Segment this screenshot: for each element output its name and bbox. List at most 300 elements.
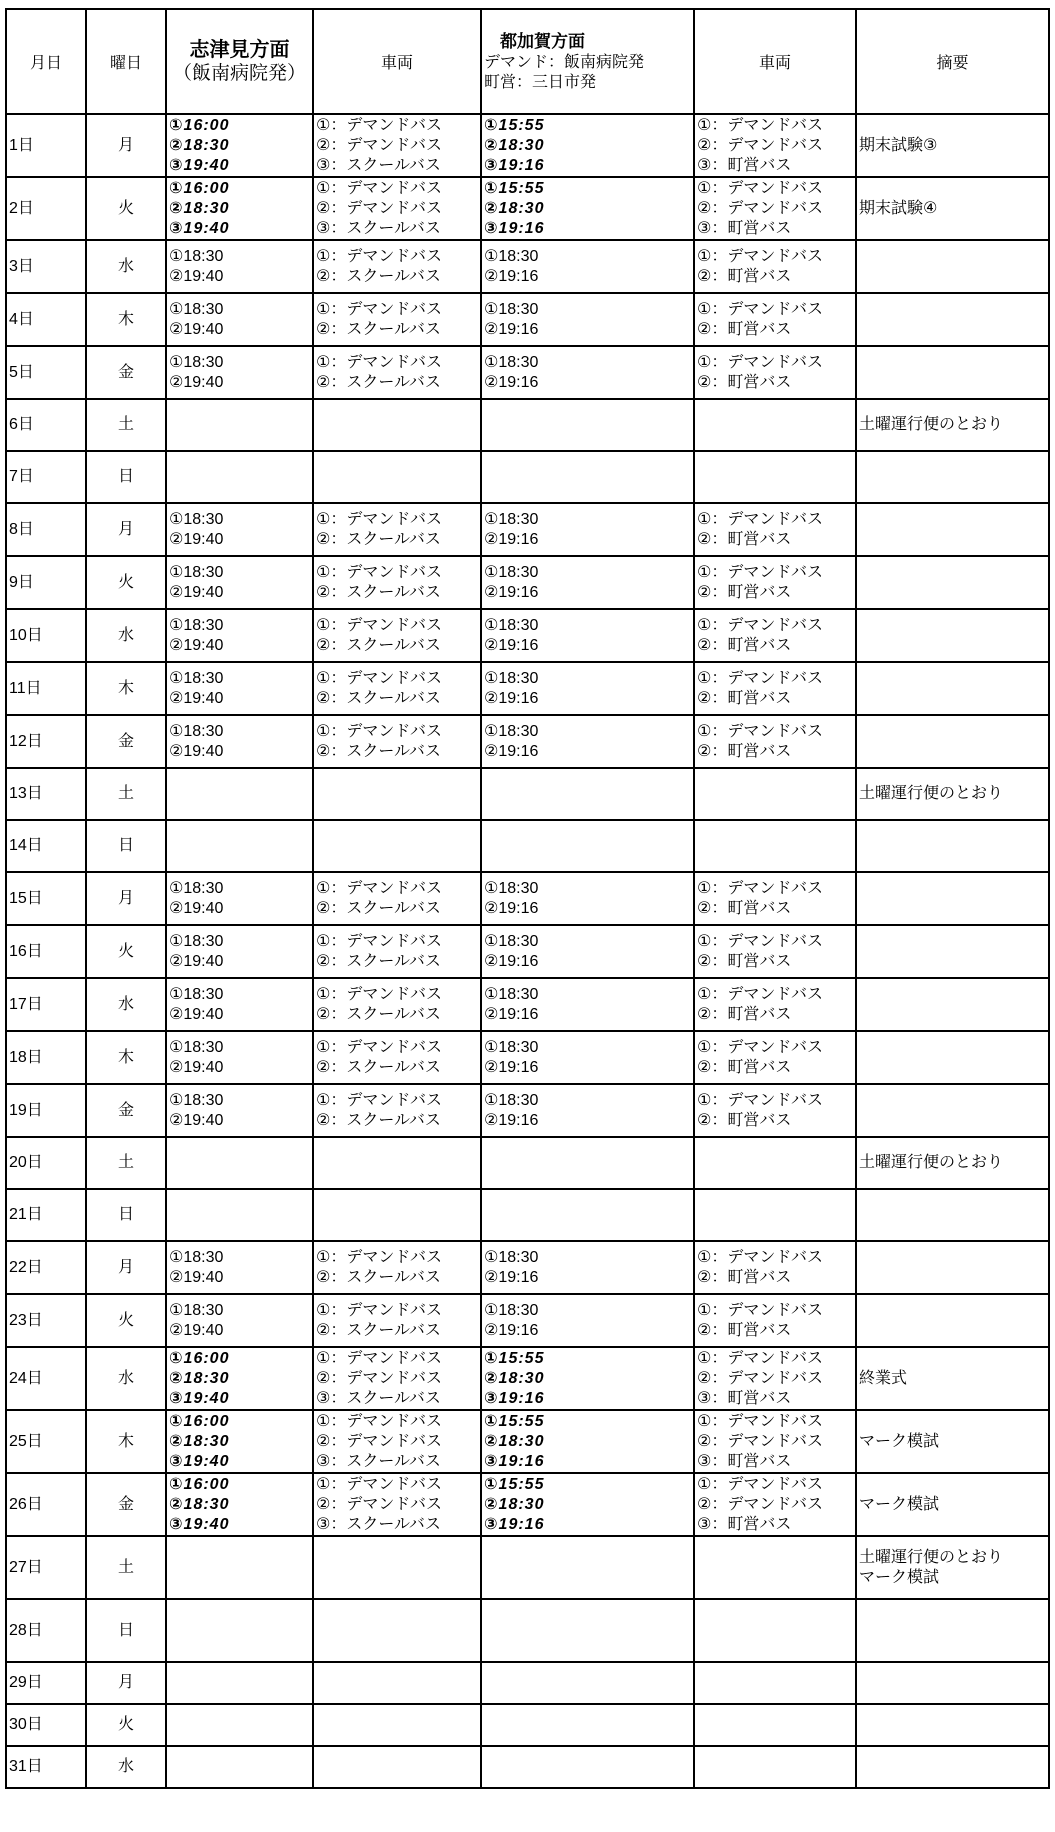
note-cell [856, 1662, 1049, 1704]
shizumi-time-cell-line: ①18:30 [169, 669, 224, 687]
table-row [6, 1189, 1049, 1241]
note-cell [856, 1347, 1049, 1410]
tsuga-time-cell-line: ②18:30 [484, 1369, 545, 1387]
table-row [6, 1599, 1049, 1662]
shizumi-time-cell-line: ①18:30 [169, 563, 224, 581]
tsuga-vehicle-cell-line: ③：町営バス [697, 1515, 792, 1533]
tsuga-time-cell-line: ①18:30 [484, 1248, 539, 1266]
table-row [6, 503, 1049, 556]
note-cell [856, 1189, 1049, 1241]
shizumi-vehicle-cell-line: ②：スクールバス [316, 1321, 441, 1339]
tsuga-vehicle-cell-line: ①：デマンドバス [697, 1349, 824, 1367]
tsuga-time-cell [481, 1599, 694, 1662]
shizumi-time-cell-line: ②19:40 [169, 952, 224, 970]
tsuga-vehicle-cell [694, 1662, 856, 1704]
tsuga-vehicle-cell-line: ①：デマンドバス [697, 247, 824, 265]
day-of-week-cell: 火 [86, 1294, 166, 1347]
shizumi-vehicle-cell [313, 1294, 481, 1347]
shizumi-vehicle-cell-line: ②：デマンドバス [316, 1432, 443, 1450]
shizumi-time-cell-line: ②18:30 [169, 199, 230, 217]
shizumi-time-cell [166, 556, 313, 609]
note-cell [856, 662, 1049, 715]
tsuga-time-cell [481, 1137, 694, 1189]
table-row [6, 609, 1049, 662]
day-of-week-cell: 日 [86, 1599, 166, 1662]
tsuga-time-cell [481, 1294, 694, 1347]
tsuga-vehicle-cell [694, 1031, 856, 1084]
shizumi-vehicle-cell [313, 978, 481, 1031]
tsuga-time-cell [481, 1536, 694, 1599]
shizumi-vehicle-cell-line: ①：デマンドバス [316, 932, 443, 950]
schedule-body [6, 114, 1049, 1788]
shizumi-time-cell-line: ①16:00 [169, 1349, 230, 1367]
note-cell [856, 1410, 1049, 1473]
tsuga-time-cell-line: ②19:16 [484, 373, 539, 391]
tsuga-time-cell-line: ②18:30 [484, 1432, 545, 1450]
note-cell-line: 土曜運行便のとおり [859, 785, 1004, 802]
table-row [6, 1241, 1049, 1294]
note-cell [856, 293, 1049, 346]
tsuga-time-cell-line: ①15:55 [484, 116, 545, 134]
note-cell [856, 1031, 1049, 1084]
date-cell: 26日 [6, 1473, 86, 1536]
shizumi-time-cell [166, 609, 313, 662]
tsuga-time-cell-line: ①18:30 [484, 1301, 539, 1319]
shizumi-vehicle-cell-line: ①：デマンドバス [316, 1038, 443, 1056]
day-of-week-cell: 木 [86, 293, 166, 346]
tsuga-vehicle-cell [694, 662, 856, 715]
shizumi-time-cell-line: ①18:30 [169, 1248, 224, 1266]
tsuga-vehicle-cell-line: ③：町営バス [697, 219, 792, 237]
shizumi-vehicle-cell [313, 1536, 481, 1599]
day-of-week-cell: 土 [86, 768, 166, 820]
bus-schedule-table [5, 8, 1050, 1789]
header-tsuga-direction [481, 9, 694, 114]
shizumi-vehicle-cell-line: ②：スクールバス [316, 267, 441, 285]
tsuga-vehicle-cell [694, 114, 856, 177]
tsuga-vehicle-cell-line: ①：デマンドバス [697, 300, 824, 318]
day-of-week-cell: 月 [86, 503, 166, 556]
note-cell [856, 1599, 1049, 1662]
shizumi-time-cell-line: ①18:30 [169, 247, 224, 265]
tsuga-vehicle-cell [694, 820, 856, 872]
tsuga-time-cell-line: ①18:30 [484, 616, 539, 634]
shizumi-vehicle-cell [313, 1031, 481, 1084]
tsuga-time-cell-line: ①18:30 [484, 722, 539, 740]
day-of-week-cell: 木 [86, 1031, 166, 1084]
tsuga-vehicle-cell-line: ②：町営バス [697, 1005, 792, 1023]
shizumi-vehicle-cell-line: ②：スクールバス [316, 636, 441, 654]
shizumi-time-cell [166, 114, 313, 177]
shizumi-time-cell-line: ①18:30 [169, 1038, 224, 1056]
tsuga-time-cell [481, 114, 694, 177]
tsuga-vehicle-cell-line: ②：町営バス [697, 899, 792, 917]
day-of-week-cell: 金 [86, 1473, 166, 1536]
tsuga-time-cell [481, 1410, 694, 1473]
header-day-of-week: 曜日 [86, 9, 166, 114]
shizumi-vehicle-cell [313, 1241, 481, 1294]
shizumi-vehicle-cell-line: ②：スクールバス [316, 899, 441, 917]
tsuga-time-cell [481, 1241, 694, 1294]
tsuga-vehicle-cell-line: ①：デマンドバス [697, 1475, 824, 1493]
date-cell: 15日 [6, 872, 86, 925]
tsuga-time-cell-line: ②19:16 [484, 742, 539, 760]
tsuga-vehicle-cell-line: ①：デマンドバス [697, 879, 824, 897]
tsuga-vehicle-cell [694, 1746, 856, 1788]
date-cell: 8日 [6, 503, 86, 556]
day-of-week-cell: 日 [86, 820, 166, 872]
date-cell: 11日 [6, 662, 86, 715]
tsuga-vehicle-cell-line: ②：町営バス [697, 373, 792, 391]
header-vehicle-2: 車両 [694, 9, 856, 114]
tsuga-vehicle-cell-line: ②：町営バス [697, 530, 792, 548]
tsuga-vehicle-cell-line: ②：町営バス [697, 1268, 792, 1286]
tsuga-time-cell [481, 556, 694, 609]
tsuga-vehicle-cell-line: ①：デマンドバス [697, 722, 824, 740]
shizumi-vehicle-cell-line: ①：デマンドバス [316, 722, 443, 740]
shizumi-time-cell-line: ②18:30 [169, 1495, 230, 1513]
tsuga-time-cell [481, 1189, 694, 1241]
tsuga-time-cell [481, 1473, 694, 1536]
shizumi-time-cell [166, 503, 313, 556]
date-cell: 20日 [6, 1137, 86, 1189]
note-cell [856, 1746, 1049, 1788]
shizumi-vehicle-cell-line: ③：スクールバス [316, 156, 441, 174]
shizumi-time-cell-line: ②19:40 [169, 373, 224, 391]
shizumi-vehicle-cell-line: ②：デマンドバス [316, 1495, 443, 1513]
table-row [6, 1294, 1049, 1347]
shizumi-time-cell [166, 1347, 313, 1410]
shizumi-vehicle-cell-line: ①：デマンドバス [316, 247, 443, 265]
tsuga-vehicle-cell-line: ②：町営バス [697, 1111, 792, 1129]
header-shizumi-direction [166, 9, 313, 114]
shizumi-time-cell-line: ③19:40 [169, 156, 230, 174]
shizumi-vehicle-cell-line: ①：デマンドバス [316, 985, 443, 1003]
tsuga-time-cell [481, 1031, 694, 1084]
tsuga-vehicle-cell [694, 1294, 856, 1347]
header-note: 摘要 [856, 9, 1049, 114]
shizumi-vehicle-cell-line: ②：デマンドバス [316, 1369, 443, 1387]
day-of-week-cell: 火 [86, 1704, 166, 1746]
tsuga-vehicle-cell [694, 1189, 856, 1241]
header-tsuga-sub-town: 町営：三日市発 [484, 73, 597, 91]
date-cell: 28日 [6, 1599, 86, 1662]
shizumi-vehicle-cell [313, 662, 481, 715]
shizumi-time-cell [166, 1746, 313, 1788]
header-tsuga-sub-demand: デマンド：飯南病院発 [484, 53, 645, 71]
day-of-week-cell: 月 [86, 1662, 166, 1704]
shizumi-time-cell-line: ①18:30 [169, 510, 224, 528]
shizumi-time-cell [166, 1294, 313, 1347]
shizumi-vehicle-cell [313, 715, 481, 768]
tsuga-time-cell-line: ①15:55 [484, 1475, 545, 1493]
date-cell: 4日 [6, 293, 86, 346]
tsuga-time-cell-line: ①18:30 [484, 1038, 539, 1056]
tsuga-time-cell-line: ②19:16 [484, 583, 539, 601]
tsuga-time-cell-line: ②19:16 [484, 689, 539, 707]
tsuga-time-cell-line: ②19:16 [484, 1111, 539, 1129]
date-cell: 17日 [6, 978, 86, 1031]
shizumi-time-cell [166, 1410, 313, 1473]
note-cell-line: 土曜運行便のとおり [859, 416, 1004, 433]
shizumi-vehicle-cell [313, 768, 481, 820]
day-of-week-cell: 水 [86, 240, 166, 293]
shizumi-vehicle-cell [313, 1137, 481, 1189]
day-of-week-cell: 月 [86, 114, 166, 177]
shizumi-vehicle-cell-line: ①：デマンドバス [316, 116, 443, 134]
shizumi-time-cell-line: ①18:30 [169, 722, 224, 740]
table-row [6, 1347, 1049, 1410]
shizumi-vehicle-cell [313, 609, 481, 662]
header-vehicle-1: 車両 [313, 9, 481, 114]
date-cell: 3日 [6, 240, 86, 293]
table-row [6, 1662, 1049, 1704]
shizumi-vehicle-cell-line: ②：スクールバス [316, 1111, 441, 1129]
day-of-week-cell: 火 [86, 177, 166, 240]
tsuga-time-cell [481, 503, 694, 556]
shizumi-time-cell [166, 978, 313, 1031]
shizumi-vehicle-cell-line: ①：デマンドバス [316, 616, 443, 634]
shizumi-time-cell-line: ②19:40 [169, 1321, 224, 1339]
shizumi-time-cell [166, 1031, 313, 1084]
date-cell: 9日 [6, 556, 86, 609]
shizumi-time-cell [166, 1662, 313, 1704]
shizumi-time-cell [166, 1473, 313, 1536]
shizumi-vehicle-cell-line: ②：スクールバス [316, 1005, 441, 1023]
tsuga-vehicle-cell-line: ①：デマンドバス [697, 1301, 824, 1319]
day-of-week-cell: 金 [86, 715, 166, 768]
shizumi-vehicle-cell-line: ②：スクールバス [316, 689, 441, 707]
tsuga-vehicle-cell-line: ①：デマンドバス [697, 563, 824, 581]
shizumi-vehicle-cell-line: ①：デマンドバス [316, 1475, 443, 1493]
shizumi-time-cell-line: ②19:40 [169, 1058, 224, 1076]
table-row [6, 768, 1049, 820]
tsuga-vehicle-cell [694, 1536, 856, 1599]
tsuga-time-cell [481, 399, 694, 451]
shizumi-time-cell [166, 1599, 313, 1662]
day-of-week-cell: 金 [86, 346, 166, 399]
tsuga-time-cell [481, 1662, 694, 1704]
date-cell: 12日 [6, 715, 86, 768]
shizumi-time-cell [166, 768, 313, 820]
tsuga-time-cell-line: ③19:16 [484, 1389, 545, 1407]
shizumi-time-cell [166, 346, 313, 399]
tsuga-vehicle-cell [694, 1704, 856, 1746]
shizumi-vehicle-cell-line: ②：スクールバス [316, 583, 441, 601]
header-shizumi-title: 志津見方面 [189, 39, 290, 61]
tsuga-time-cell [481, 820, 694, 872]
shizumi-vehicle-cell-line: ①：デマンドバス [316, 1349, 443, 1367]
shizumi-vehicle-cell-line: ②：スクールバス [316, 320, 441, 338]
tsuga-vehicle-cell-line: ②：町営バス [697, 320, 792, 338]
shizumi-vehicle-cell-line: ①：デマンドバス [316, 1301, 443, 1319]
shizumi-time-cell-line: ①18:30 [169, 1301, 224, 1319]
table-row [6, 451, 1049, 503]
shizumi-vehicle-cell-line: ①：デマンドバス [316, 179, 443, 197]
shizumi-time-cell-line: ②19:40 [169, 583, 224, 601]
day-of-week-cell: 水 [86, 609, 166, 662]
note-cell [856, 715, 1049, 768]
note-cell-line: 終業式 [859, 1369, 908, 1387]
tsuga-vehicle-cell [694, 1241, 856, 1294]
header-row [6, 9, 1049, 114]
tsuga-time-cell-line: ①18:30 [484, 510, 539, 528]
shizumi-time-cell-line: ①18:30 [169, 353, 224, 371]
day-of-week-cell: 日 [86, 1189, 166, 1241]
shizumi-time-cell-line: ②19:40 [169, 899, 224, 917]
tsuga-time-cell [481, 1084, 694, 1137]
shizumi-vehicle-cell-line: ①：デマンドバス [316, 353, 443, 371]
tsuga-time-cell-line: ①18:30 [484, 300, 539, 318]
shizumi-time-cell-line: ①18:30 [169, 932, 224, 950]
shizumi-time-cell-line: ③19:40 [169, 219, 230, 237]
table-row [6, 177, 1049, 240]
shizumi-vehicle-cell [313, 346, 481, 399]
table-row [6, 1473, 1049, 1536]
tsuga-vehicle-cell [694, 1137, 856, 1189]
tsuga-vehicle-cell-line: ③：町営バス [697, 1389, 792, 1407]
tsuga-time-cell-line: ②19:16 [484, 899, 539, 917]
tsuga-time-cell [481, 662, 694, 715]
note-cell [856, 1241, 1049, 1294]
tsuga-vehicle-cell-line: ②：町営バス [697, 1058, 792, 1076]
table-row [6, 1410, 1049, 1473]
header-shizumi-subtitle: （飯南病院発） [172, 63, 306, 84]
tsuga-time-cell [481, 768, 694, 820]
date-cell: 29日 [6, 1662, 86, 1704]
note-cell [856, 768, 1049, 820]
note-cell [856, 1084, 1049, 1137]
shizumi-time-cell [166, 715, 313, 768]
shizumi-vehicle-cell-line: ①：デマンドバス [316, 510, 443, 528]
tsuga-time-cell-line: ①15:55 [484, 179, 545, 197]
date-cell: 10日 [6, 609, 86, 662]
shizumi-vehicle-cell-line: ②：スクールバス [316, 530, 441, 548]
note-cell-line: 期末試験④ [859, 199, 938, 217]
shizumi-vehicle-cell [313, 451, 481, 503]
tsuga-vehicle-cell-line: ①：デマンドバス [697, 1412, 824, 1430]
date-cell: 19日 [6, 1084, 86, 1137]
tsuga-time-cell-line: ①18:30 [484, 879, 539, 897]
day-of-week-cell: 火 [86, 556, 166, 609]
shizumi-time-cell-line: ②19:40 [169, 267, 224, 285]
tsuga-vehicle-cell-line: ②：デマンドバス [697, 1369, 824, 1387]
tsuga-vehicle-cell-line: ①：デマンドバス [697, 353, 824, 371]
note-cell-line: 土曜運行便のとおり [859, 1548, 1004, 1566]
date-cell: 5日 [6, 346, 86, 399]
tsuga-time-cell-line: ①18:30 [484, 1091, 539, 1109]
shizumi-time-cell-line: ②18:30 [169, 1369, 230, 1387]
table-row [6, 925, 1049, 978]
day-of-week-cell: 水 [86, 1347, 166, 1410]
tsuga-time-cell [481, 925, 694, 978]
shizumi-time-cell [166, 662, 313, 715]
date-cell: 18日 [6, 1031, 86, 1084]
tsuga-time-cell [481, 1704, 694, 1746]
tsuga-vehicle-cell-line: ③：町営バス [697, 156, 792, 174]
tsuga-vehicle-cell [694, 451, 856, 503]
day-of-week-cell: 月 [86, 1241, 166, 1294]
tsuga-vehicle-cell-line: ②：デマンドバス [697, 136, 824, 154]
tsuga-vehicle-cell [694, 240, 856, 293]
date-cell: 13日 [6, 768, 86, 820]
table-row [6, 1704, 1049, 1746]
table-row [6, 1031, 1049, 1084]
day-of-week-cell: 日 [86, 451, 166, 503]
note-cell [856, 240, 1049, 293]
table-row [6, 820, 1049, 872]
note-cell [856, 114, 1049, 177]
tsuga-vehicle-cell-line: ②：デマンドバス [697, 199, 824, 217]
tsuga-vehicle-cell-line: ②：町営バス [697, 267, 792, 285]
shizumi-vehicle-cell-line: ③：スクールバス [316, 219, 441, 237]
tsuga-time-cell-line: ②19:16 [484, 1058, 539, 1076]
tsuga-vehicle-cell [694, 1410, 856, 1473]
note-cell [856, 925, 1049, 978]
tsuga-vehicle-cell [694, 925, 856, 978]
shizumi-time-cell-line: ①18:30 [169, 616, 224, 634]
note-cell [856, 1294, 1049, 1347]
table-row [6, 715, 1049, 768]
tsuga-vehicle-cell-line: ②：町営バス [697, 583, 792, 601]
tsuga-time-cell-line: ②19:16 [484, 636, 539, 654]
shizumi-time-cell-line: ②19:40 [169, 742, 224, 760]
tsuga-time-cell-line: ②19:16 [484, 1321, 539, 1339]
tsuga-vehicle-cell [694, 503, 856, 556]
header-date: 月日 [6, 9, 86, 114]
tsuga-time-cell-line: ②18:30 [484, 1495, 545, 1513]
shizumi-vehicle-cell [313, 293, 481, 346]
note-cell-line: マーク模試 [859, 1568, 940, 1586]
note-cell [856, 1704, 1049, 1746]
shizumi-vehicle-cell [313, 1347, 481, 1410]
shizumi-vehicle-cell [313, 872, 481, 925]
shizumi-time-cell-line: ③19:40 [169, 1389, 230, 1407]
tsuga-time-cell-line: ②19:16 [484, 530, 539, 548]
date-cell: 25日 [6, 1410, 86, 1473]
shizumi-vehicle-cell [313, 1662, 481, 1704]
tsuga-time-cell [481, 715, 694, 768]
tsuga-vehicle-cell [694, 1599, 856, 1662]
tsuga-time-cell [481, 609, 694, 662]
shizumi-time-cell-line: ①16:00 [169, 116, 230, 134]
tsuga-time-cell-line: ②19:16 [484, 267, 539, 285]
shizumi-time-cell-line: ①18:30 [169, 300, 224, 318]
tsuga-time-cell-line: ③19:16 [484, 156, 545, 174]
shizumi-vehicle-cell-line: ③：スクールバス [316, 1452, 441, 1470]
shizumi-time-cell-line: ①16:00 [169, 179, 230, 197]
shizumi-time-cell-line: ②19:40 [169, 1268, 224, 1286]
note-cell [856, 556, 1049, 609]
table-row [6, 662, 1049, 715]
table-row [6, 1084, 1049, 1137]
shizumi-time-cell-line: ①18:30 [169, 1091, 224, 1109]
tsuga-vehicle-cell-line: ①：デマンドバス [697, 116, 824, 134]
table-row [6, 1536, 1049, 1599]
tsuga-vehicle-cell [694, 768, 856, 820]
tsuga-time-cell-line: ①18:30 [484, 932, 539, 950]
note-cell [856, 609, 1049, 662]
date-cell: 31日 [6, 1746, 86, 1788]
shizumi-vehicle-cell [313, 399, 481, 451]
day-of-week-cell: 水 [86, 1746, 166, 1788]
tsuga-vehicle-cell-line: ①：デマンドバス [697, 616, 824, 634]
shizumi-vehicle-cell-line: ①：デマンドバス [316, 563, 443, 581]
note-cell [856, 451, 1049, 503]
day-of-week-cell: 木 [86, 662, 166, 715]
tsuga-time-cell-line: ②19:16 [484, 320, 539, 338]
date-cell: 30日 [6, 1704, 86, 1746]
